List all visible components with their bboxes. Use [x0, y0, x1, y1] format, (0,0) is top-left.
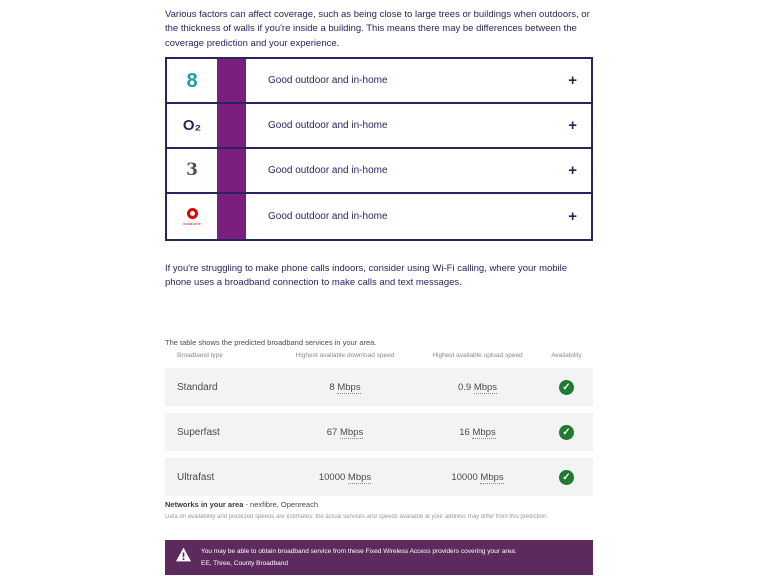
- expand-row-button[interactable]: +: [568, 72, 577, 89]
- ee-logo: [167, 59, 217, 102]
- download-speed-value: 10000: [318, 471, 346, 483]
- download-speed-value: 8: [329, 381, 335, 393]
- wifi-calling-note: If you're struggling to make phone calls indoors, consider using Wi-Fi calling, where your mobile phone uses a broadband connection to make calls and text messages.: [165, 263, 568, 289]
- broadband-type-label: Superfast: [177, 426, 220, 438]
- broadband-disclaimer: Data on availability and predicted speeds are estimates; the actual services and speeds available at your address may differ from this prediction.: [165, 514, 549, 520]
- column-header-upload: Highest available upload speed: [432, 352, 523, 359]
- networks-value: - nexfibre, Openreach: [245, 500, 319, 509]
- o2-logo-glyph: O₂: [182, 117, 202, 134]
- fwa-banner: [165, 540, 593, 575]
- mbps-unit-abbr: Mbps: [337, 381, 361, 393]
- broadband-table-intro: The table shows the predicted broadband services in your area.: [165, 338, 377, 347]
- warning-icon: [175, 547, 192, 562]
- coverage-indicator-bar: [217, 104, 246, 147]
- broadband-row-ultrafast: [165, 458, 593, 496]
- broadband-table-header: [165, 352, 593, 359]
- broadband-type-label: Ultrafast: [177, 471, 215, 483]
- availability-check-icon: ✓: [559, 470, 574, 485]
- vodafone-logo-icon: [187, 208, 198, 219]
- broadband-table: [165, 368, 593, 503]
- mbps-unit-abbr: Mbps: [480, 471, 504, 483]
- vodafone-logo: [167, 194, 217, 239]
- fwa-banner-line2: EE, Three, County Broadband: [201, 559, 288, 567]
- mobile-coverage-table: [165, 57, 593, 241]
- broadband-type-label: Standard: [177, 381, 218, 393]
- coverage-intro-text: Various factors can affect coverage, such as being close to large trees or buildings when outdoors, or the thickness of walls if you're inside a building. This means there may be differences between the coverage prediction and your experience.: [165, 9, 590, 49]
- availability-check-icon: ✓: [559, 380, 574, 395]
- networks-in-area: [165, 500, 593, 509]
- column-header-type: Broadband type: [177, 352, 223, 359]
- mbps-unit-abbr: Mbps: [347, 471, 372, 483]
- coverage-row-vodafone[interactable]: [167, 194, 591, 239]
- expand-row-button[interactable]: +: [568, 117, 577, 134]
- coverage-indicator-bar: [217, 149, 246, 192]
- coverage-status-text: Good outdoor and in-home: [268, 120, 388, 131]
- broadband-row-superfast: [165, 413, 593, 451]
- upload-speed-value: 0.9: [457, 381, 472, 393]
- coverage-indicator-bar: [217, 194, 246, 239]
- o2-logo: [167, 104, 217, 147]
- mbps-unit-abbr: Mbps: [473, 381, 498, 393]
- expand-row-button[interactable]: +: [568, 162, 577, 179]
- ee-logo-glyph: 8: [186, 69, 198, 92]
- broadband-row-standard: [165, 368, 593, 406]
- fwa-banner-line1: You may be able to obtain broadband service from these Fixed Wireless Access providers covering your area:: [201, 548, 517, 555]
- mbps-unit-abbr: Mbps: [339, 426, 364, 438]
- upload-speed-value: 10000: [451, 471, 478, 483]
- availability-check-icon: ✓: [559, 425, 574, 440]
- expand-row-button[interactable]: +: [568, 208, 577, 225]
- coverage-status-text: Good outdoor and in-home: [268, 211, 388, 222]
- coverage-indicator-bar: [217, 59, 246, 102]
- three-logo-glyph: 3: [186, 160, 198, 180]
- mbps-unit-abbr: Mbps: [472, 426, 496, 438]
- download-speed-value: 67: [326, 426, 338, 438]
- column-header-download: Highest available download speed: [295, 352, 395, 359]
- coverage-row-three[interactable]: [167, 149, 591, 194]
- coverage-status-text: Good outdoor and in-home: [268, 165, 388, 176]
- vodafone-logo-caption: vodafone: [182, 220, 202, 226]
- upload-speed-value: 16: [459, 426, 470, 438]
- coverage-status-text: Good outdoor and in-home: [268, 75, 388, 86]
- coverage-row-o2[interactable]: [167, 104, 591, 149]
- column-header-availability: Availability: [551, 352, 582, 359]
- three-logo: [167, 149, 217, 192]
- networks-label: Networks in your area: [165, 500, 244, 509]
- coverage-row-ee[interactable]: [167, 59, 591, 104]
